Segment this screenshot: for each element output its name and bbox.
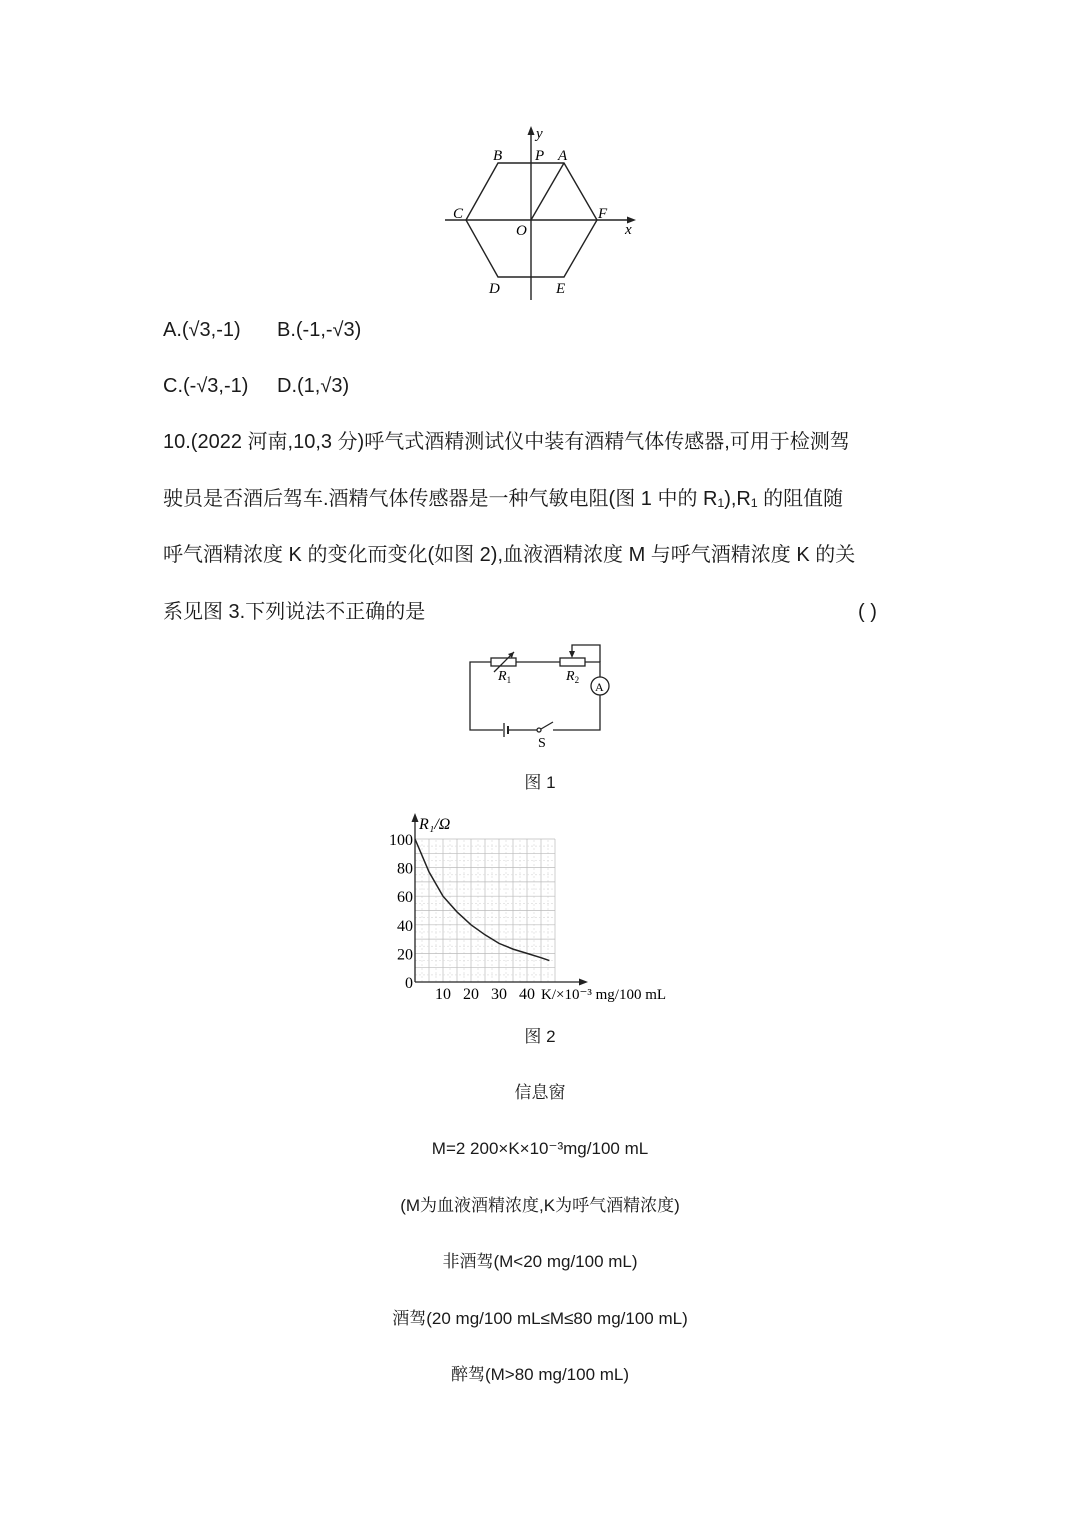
- info-line-drink-driving: 酒驾(20 mg/100 mL≤M≤80 mg/100 mL): [392, 1309, 688, 1328]
- label-r1: $R_1$: [498, 669, 512, 685]
- info-line-non-drunk: 非酒驾(M<20 mg/100 mL): [442, 1252, 638, 1271]
- label-c: C: [453, 206, 464, 222]
- graph-grid: [415, 839, 555, 982]
- x-tick-label: 40: [519, 986, 535, 1003]
- label-e: E: [556, 281, 566, 297]
- label-ammeter: A: [595, 680, 604, 694]
- label-d: D: [489, 281, 500, 297]
- label-b: B: [493, 148, 503, 164]
- x-tick-label: 20: [463, 986, 479, 1003]
- r1-curve: [415, 839, 549, 961]
- label-y: y: [536, 126, 543, 142]
- y-tick-label: 100: [389, 832, 413, 849]
- option-a: A.(√3,-1): [163, 319, 241, 341]
- label-r2: $R_2$: [566, 669, 580, 685]
- question-line-2: 驶员是否酒后驾车.酒精气体传感器是一种气敏电阻(图 1 中的 R₁),R₁ 的阻值随: [163, 488, 844, 510]
- figure1-caption: 图 1: [524, 773, 556, 792]
- info-line-definition: (M为血液酒精浓度,K为呼气酒精浓度): [400, 1196, 680, 1215]
- x-tick-label: 10: [435, 986, 451, 1003]
- y-tick-label: 40: [397, 917, 413, 935]
- question-line-3: 呼气酒精浓度 K 的变化而变化(如图 2),血液酒精浓度 M 与呼气酒精浓度 K 的关: [163, 544, 856, 566]
- graph-x-label: K/×10⁻³ mg/100 mL: [541, 987, 667, 1003]
- answer-bracket: ( ): [858, 601, 877, 623]
- label-f: F: [598, 206, 608, 222]
- y-tick-label: 0: [405, 975, 413, 992]
- label-a: A: [558, 148, 568, 164]
- info-line-formula: M=2 200×K×10⁻³mg/100 mL: [431, 1139, 649, 1158]
- x-tick-label: 30: [491, 986, 507, 1003]
- option-b: B.(-1,-√3): [277, 319, 362, 341]
- info-window-title: 信息窗: [514, 1083, 566, 1102]
- label-switch: S: [538, 736, 546, 751]
- label-p: P: [535, 148, 545, 164]
- label-x: x: [625, 222, 632, 238]
- question-line-4: 系见图 3.下列说法不正确的是: [163, 601, 426, 623]
- y-tick-label: 60: [397, 889, 413, 907]
- info-line-drunk-driving: 醉驾(M>80 mg/100 mL): [450, 1365, 630, 1384]
- figure2-caption: 图 2: [524, 1027, 556, 1046]
- label-o: O: [516, 223, 527, 239]
- option-c: C.(-√3,-1): [163, 375, 249, 397]
- y-tick-label: 80: [397, 860, 413, 878]
- option-d: D.(1,√3): [277, 375, 350, 397]
- question-line-1: 10.(2022 河南,10,3 分)呼气式酒精测试仪中装有酒精气体传感器,可用于检测驾: [163, 431, 850, 453]
- y-tick-label: 20: [397, 946, 413, 964]
- graph-y-label: R₁/Ω: [419, 816, 451, 833]
